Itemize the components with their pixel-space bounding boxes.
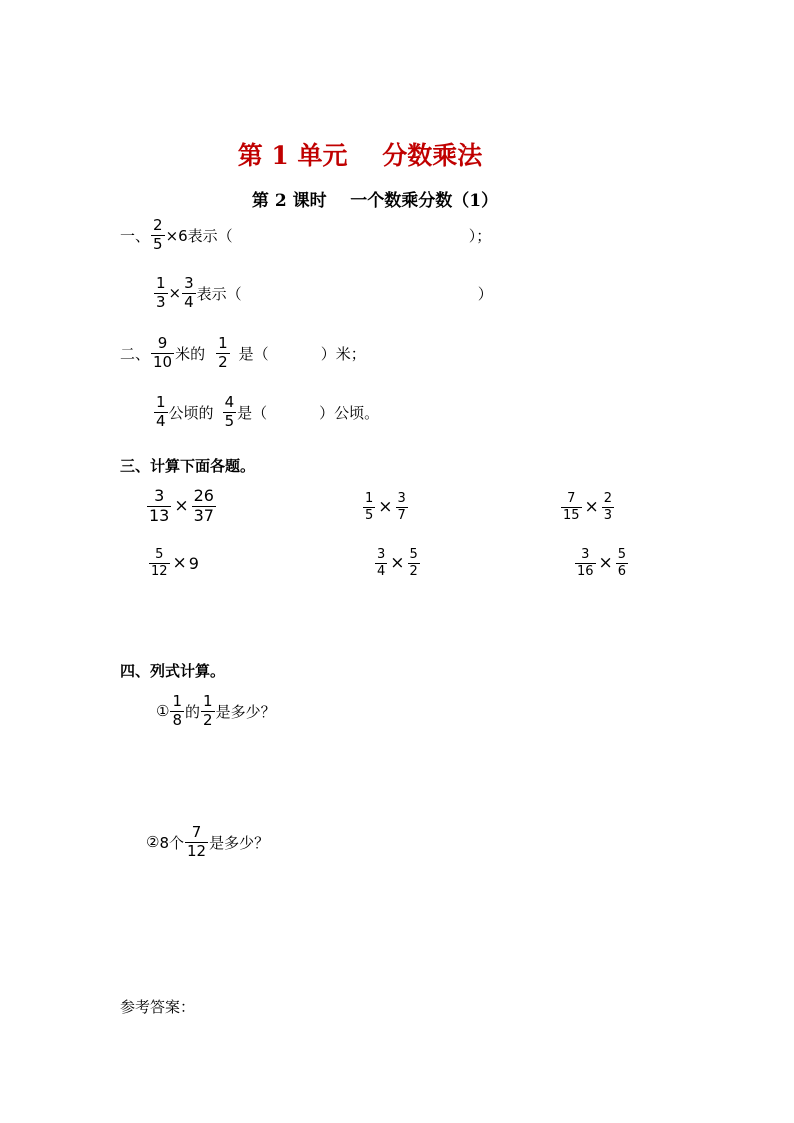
q3-problem-6: $\frac{3}{16}$ × $\frac{5}{6}$ [577, 547, 627, 579]
fraction: $\frac{1}{2}$ [218, 334, 228, 371]
answers-label: 参考答案： [120, 998, 196, 1016]
fraction: $\frac{3}{4}$ [184, 274, 194, 311]
q1-label: 一、 [120, 226, 151, 245]
lesson-title: 第 2 课时 一个数乘分数（1） [251, 191, 499, 211]
fraction: $\frac{3}{4}$ [377, 547, 386, 579]
fraction: $\frac{1}{4}$ [156, 393, 166, 430]
q3-problem-3: $\frac{7}{15}$ × $\frac{2}{3}$ [563, 491, 613, 523]
fraction: $\frac{26}{37}$ [193, 486, 214, 525]
fraction: $\frac{7}{12}$ [187, 823, 207, 860]
q2-line-a: 二、 $\frac{9}{10}$ 米的 $\frac{1}{2}$ 是（ ）米； [120, 334, 366, 371]
q2-line-b: $\frac{1}{4}$ 公顷的 $\frac{4}{5}$ 是（ ）公顷。 [156, 393, 380, 430]
fraction: $\frac{7}{15}$ [563, 491, 580, 523]
q4-problem-1: ① $\frac{1}{8}$ 的 $\frac{1}{2}$ 是多少？ [156, 692, 276, 729]
fraction: $\frac{3}{16}$ [577, 547, 594, 579]
fraction: $\frac{3}{7}$ [397, 491, 406, 523]
fraction: $\frac{5}{6}$ [617, 547, 627, 579]
q4-problem-2: ② 8个 $\frac{7}{12}$ 是多少？ [146, 823, 270, 860]
fraction: $\frac{3}{13}$ [149, 486, 170, 525]
unit-title: 第 1 单元 分数乘法 [237, 141, 483, 170]
q1-line-b: $\frac{1}{3}$ × $\frac{3}{4}$ 表示（ ） [156, 274, 493, 311]
q1-line-a: 一、 $\frac{2}{5}$ ×6表示（ ）； [120, 216, 492, 253]
fraction: $\frac{5}{2}$ [409, 547, 418, 579]
fraction: $\frac{5}{12}$ [151, 547, 168, 579]
fraction: $\frac{2}{5}$ [153, 216, 163, 253]
fraction: $\frac{1}{3}$ [156, 274, 166, 311]
fraction: $\frac{1}{8}$ [172, 692, 182, 729]
q3-problem-1: $\frac{3}{13}$ × $\frac{26}{37}$ [149, 486, 214, 525]
fraction: $\frac{1}{5}$ [365, 491, 374, 523]
q3-problem-4: $\frac{5}{12}$ × 9 [151, 547, 199, 579]
q2-label: 二、 [120, 344, 151, 363]
fraction: $\frac{4}{5}$ [224, 393, 235, 430]
fraction: $\frac{2}{3}$ [603, 491, 613, 523]
q3-heading: 三、计算下面各题。 [120, 457, 256, 475]
q4-heading: 四、列式计算。 [120, 662, 226, 680]
fraction: $\frac{9}{10}$ [153, 334, 173, 371]
fraction: $\frac{1}{2}$ [203, 692, 213, 729]
q3-problem-5: $\frac{3}{4}$ × $\frac{5}{2}$ [377, 547, 418, 579]
q3-problem-2: $\frac{1}{5}$ × $\frac{3}{7}$ [365, 491, 406, 523]
